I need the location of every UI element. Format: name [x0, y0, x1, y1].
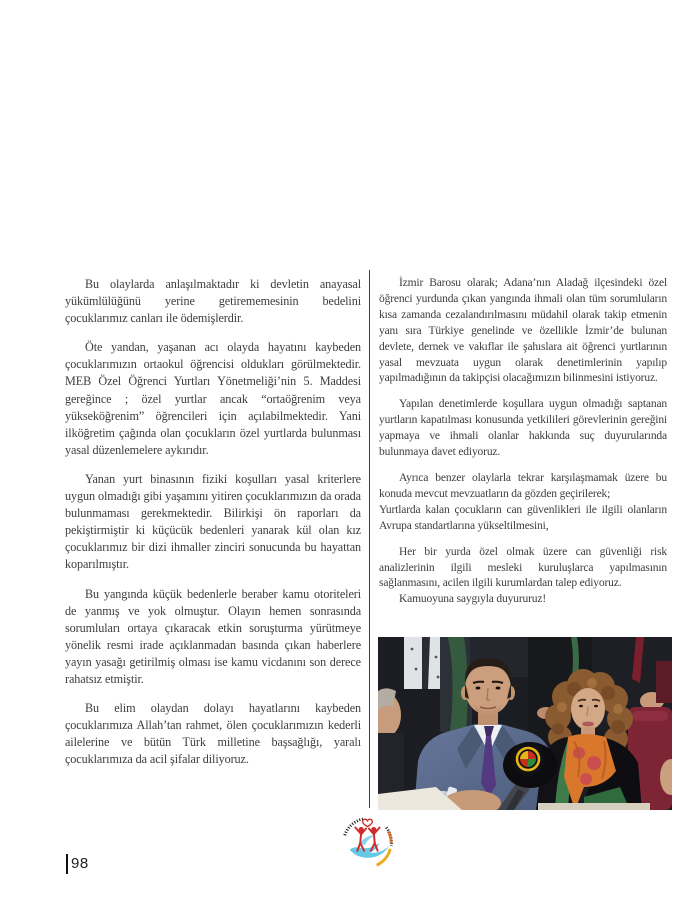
page-number: 98 — [71, 855, 89, 872]
paragraph: Yapılan denetimlerde koşullara uygun olmadığı saptanan yurtların kapatılması konusunda yetkilileri görevlerinin gereğini yapmaya ve ihmali olanlar hakkında suç duyurularında bulunmaya davet ediyoruz. — [379, 398, 667, 459]
paragraph: Bu olaylarda anlaşılmaktadır ki devletin anayasal yükümlülüğünü yerine getirememesinin bedelini çocuklarımız canları ile ödemişlerdir. — [65, 277, 361, 326]
paragraph: Bu yangında küçük bedenlerle beraber kamu otoriteleri de yanmış ve yok olmuştur. Olayın hemen sonrasında sorumluları ortaya çıkaracak etkin soruşturma yürütmeye yönelik resmi irade açıklanmadan basında çıkan haberlere yayın yasağı getirilmiş olması ise kamu vicdanını son derece rahatsız etmiştir. — [65, 586, 361, 686]
article-right-column — [379, 276, 667, 608]
paragraph: Ayrıca benzer olaylarla tekrar karşılaşmamak üzere bu konuda mevcut mevzuatların da gözden geçirilerek; — [379, 471, 667, 500]
article-left-column — [65, 276, 361, 768]
paragraph: Öte yandan, yaşanan acı olayda hayatını kaybeden çocuklarımızın ortaokul öğrencisi oldukları görülmektedir. MEB Özel Öğrenci Yurtları Yönetmeliği’nin 5. Maddesi gereğince ; özel yurtlar ancak “ortaöğrenim veya yükseköğrenim” öğrencileri için açılabilmektedir. Yani ilköğretim çağında olan çocukların özel yurtlarda bulunması yasal düzenlemelere aykırıdır. — [65, 340, 361, 457]
paragraph: Yanan yurt binasının fiziki koşulları yasal kriterlere uygun olmadığı gibi yaşamını yitiren çocuklarımızın da orada bulunmaması gerekmektedir. Bilirkişi ön raporları da pekiştirmiştir ki küçücük bedenleri yanarak kül olan kız çocuklarımız bir dizi ihmaller zinciri sonucunda bu hayattan koparılmıştır. — [65, 471, 361, 572]
page-number-rule — [66, 854, 68, 874]
column-divider — [369, 270, 370, 808]
press-conference-photo — [378, 637, 672, 810]
logo-circle — [340, 816, 394, 870]
page-footer — [66, 854, 89, 874]
paragraph: Bu elim olaydan dolayı hayatlarını kaybeden çocuklarımıza Allah’tan rahmet, ölen çocuklarımızın kederli ailelerine ve bütün Türk milletine başsağlığı, yaralı çocuklarımıza da acil şifalar diliyoruz. — [65, 701, 361, 767]
paragraph: Her bir yurda özel olmak üzere can güvenliği risk analizlerinin ilgili mesleki kuruluşlarca yapılmasının sağlanmasını, acilen ilgili kurumlardan talep ediyoruz. — [379, 545, 667, 590]
organization-logo — [338, 814, 396, 872]
paragraph: İzmir Barosu olarak; Adana’nın Aladağ ilçesindeki özel öğrenci yurdunda çıkan yangında ihmali olan tüm sorumluların kısa zamanda cezalandırılmasını müdahil olarak takip etmenin yanı sıra Türkiye genelinde ve özellikle İzmir’de bulunan devlete, dernek ve vakıflar ile şahıslara ait öğrenci yurtlarının yasal mevzuata uygun olarak denetimlerinin yapılıp yapılmadığının da takipçisi olacağımızın bilinmesini istiyoruz. — [379, 277, 667, 385]
paragraph: Kamuoyuna saygıyla duyururuz! — [399, 593, 547, 606]
paragraph: Yurtlarda kalan çocukların can güvenlikleri ile ilgili olanların Avrupa standartlarına yükseltilmesini, — [379, 503, 667, 532]
